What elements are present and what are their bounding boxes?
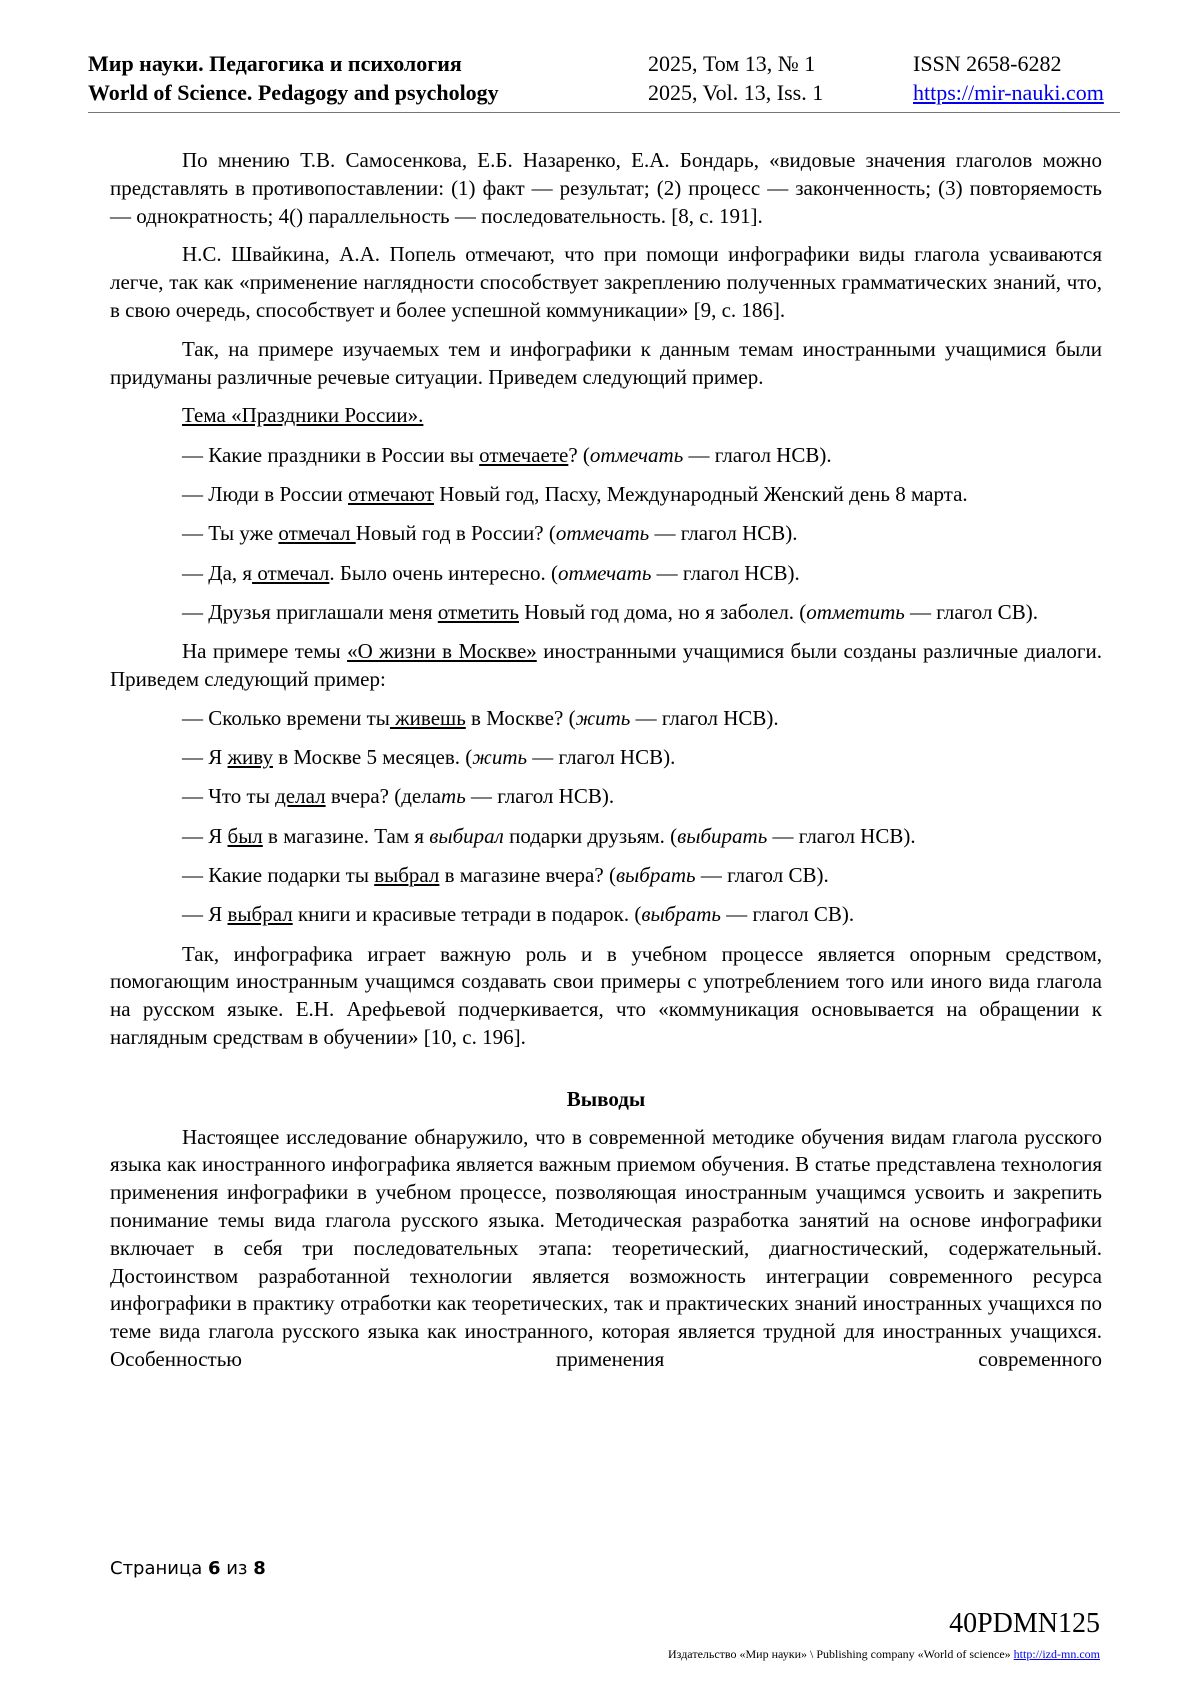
dialogue-line: — Какие праздники в России вы отмечаете? (отмечать — глагол НСВ). bbox=[182, 442, 832, 467]
publisher-link[interactable]: http://izd-mn.com bbox=[1013, 1647, 1100, 1661]
issn: ISSN 2658-6282 bbox=[913, 51, 1062, 76]
header-divider bbox=[88, 112, 1120, 113]
page-counter: Страница 6 из 8 bbox=[110, 1558, 266, 1579]
dialogue-line: — Да, я отмечал. Было очень интересно. (отмечать — глагол НСВ). bbox=[182, 560, 800, 585]
paragraph: На примере темы «О жизни в Москве» иностранными учащимися были созданы различные диалоги. Приведем следующий пример: bbox=[110, 639, 1102, 691]
topic-heading bbox=[110, 402, 1102, 430]
volume-en: 2025, Vol. 13, Iss. 1 bbox=[648, 80, 824, 105]
article-body bbox=[110, 147, 1102, 1385]
section-heading: Выводы bbox=[566, 1086, 646, 1111]
journal-title-ru: Мир науки. Педагогика и психология bbox=[88, 51, 462, 76]
dialogue-line: — Что ты делал вчера? (делать — глагол НСВ). bbox=[182, 784, 615, 809]
volume-ru: 2025, Том 13, № 1 bbox=[648, 51, 816, 76]
dialogue-line: — Друзья приглашали меня отметить Новый год дома, но я заболел. (отметить — глагол СВ). bbox=[182, 599, 1038, 624]
paragraph: Настоящее исследование обнаружило, что в современной методике обучения видам глагола русского языка как иностранного инфографика является важным приемом обучения. В статье представлена технология применения инфографики в учебном процессе, позволяющая иностранным учащимся усвоить и закрепить понимание темы вида глагола русского языка. Методическая разработка занятий на основе инфографики включает в себя три последовательных этапа: теоретический, диагностический, содержательный. Достоинством разработанной технологии является возможность интеграции современного ресурса инфографики в практику отработки как теоретических, так и практических знаний иностранных учащихся по теме вида глагола русского языка как иностранного, которая является трудной для иностранных учащихся. Особенностью применения современного bbox=[110, 1124, 1102, 1371]
publisher-line: Издательство «Мир науки» \ Publishing company «World of science» http://izd-mn.com bbox=[668, 1647, 1100, 1661]
journal-title-en: World of Science. Pedagogy and psychology bbox=[88, 80, 499, 105]
paragraph: Н.С. Швайкина, А.А. Попель отмечают, что при помощи инфографики виды глагола усваиваются легче, так как «применение наглядности способствует закреплению полученных грамматических знаний, что, в свою очередь, способствует и более успешной коммуникации» [9, с. 186]. bbox=[110, 242, 1102, 322]
paragraph: По мнению Т.В. Самосенкова, Е.Б. Назаренко, Е.А. Бондарь, «видовые значения глаголов можно представлять в противопоставлении: (1) факт — результат; (2) процесс — законченность; (3) повторяемость — однократность; 4() параллельность — последовательность. [8, с. 191]. bbox=[110, 148, 1102, 228]
journal-link[interactable]: https://mir-nauki.com bbox=[913, 80, 1104, 105]
dialogue-line: — Я живу в Москве 5 месяцев. (жить — глагол НСВ). bbox=[182, 745, 676, 770]
dialogue-line: — Сколько времени ты живешь в Москве? (жить — глагол НСВ). bbox=[182, 705, 779, 730]
paragraph: Так, инфографика играет важную роль и в учебном процессе является опорным средством, помогающим иностранным учащимся создавать свои примеры с употреблением того или иного вида глагола на русском языке. Е.Н. Арефьевой подчеркивается, что «коммуникация основывается на обращении к наглядным средствам в обучении» [10, с. 196]. bbox=[110, 941, 1102, 1049]
article-code: 40PDMN125 bbox=[949, 1608, 1100, 1639]
topic-title: Тема «Праздники России». bbox=[182, 403, 424, 428]
dialogue-line: — Я выбрал книги и красивые тетради в подарок. (выбрать — глагол СВ). bbox=[182, 902, 855, 927]
paragraph: Так, на примере изучаемых тем и инфографики к данным темам иностранными учащимися были придуманы различные речевые ситуации. Приведем следующий пример. bbox=[110, 336, 1102, 389]
dialogue-line: — Ты уже отмечал Новый год в России? (отмечать — глагол НСВ). bbox=[182, 521, 798, 546]
dialogue-line: — Какие подарки ты выбрал в магазине вчера? (выбрать — глагол СВ). bbox=[182, 862, 829, 887]
dialogue-line: — Люди в России отмечают Новый год, Пасху, Международный Женский день 8 марта. bbox=[182, 481, 968, 506]
dialogue-line: — Я был в магазине. Там я выбирал подарки друзьям. (выбирать — глагол НСВ). bbox=[182, 823, 916, 848]
